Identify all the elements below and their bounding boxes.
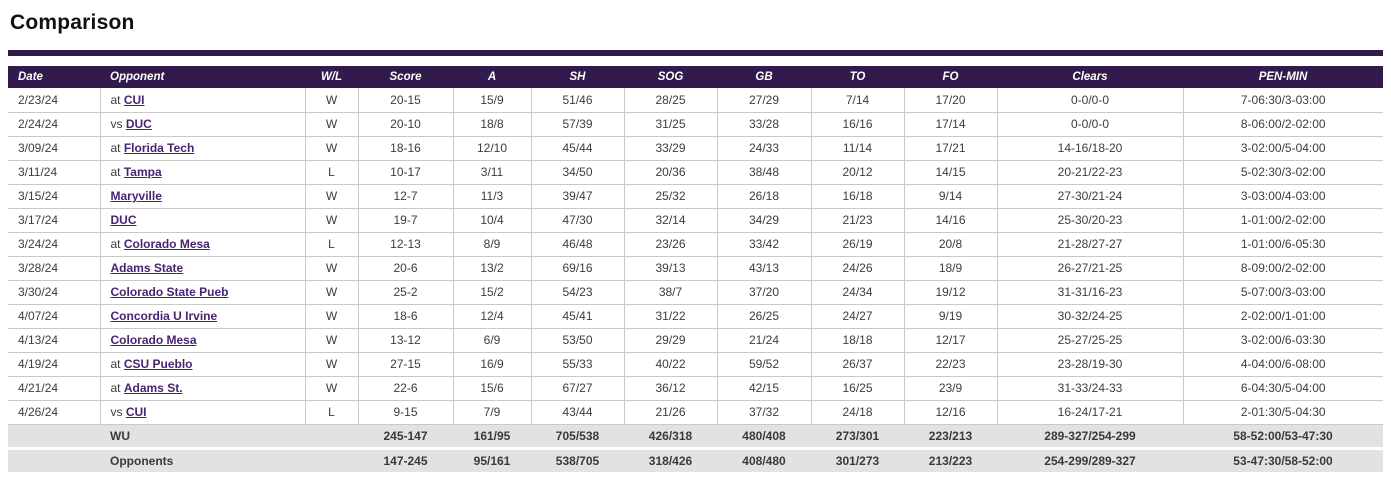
cell-pen: 3-02:00/6-03:30	[1183, 328, 1383, 352]
cell-sog: 23/26	[624, 232, 717, 256]
cell-pen: 3-02:00/5-04:00	[1183, 136, 1383, 160]
cell-score: 13-12	[358, 328, 453, 352]
cell-clears: 25-30/20-23	[997, 208, 1183, 232]
cell-score: 18-16	[358, 136, 453, 160]
cell-opponent	[100, 280, 305, 304]
table-body	[8, 88, 1383, 472]
column-header-date: Date	[8, 66, 100, 88]
cell-sog: 31/25	[624, 112, 717, 136]
cell-a: 15/2	[453, 280, 531, 304]
cell-gb: 33/42	[717, 232, 811, 256]
cell-to: 20/12	[811, 160, 904, 184]
cell-sog: 21/26	[624, 400, 717, 424]
opponent-prefix: at	[110, 165, 124, 179]
cell-fo: 9/19	[904, 304, 997, 328]
cell-to: 21/23	[811, 208, 904, 232]
cell-opponent	[100, 88, 305, 112]
cell-date: 3/24/24	[8, 232, 100, 256]
column-header-gb: GB	[717, 66, 811, 88]
cell-fo: 17/20	[904, 88, 997, 112]
cell-gb: 26/18	[717, 184, 811, 208]
cell-fo: 213/223	[904, 448, 997, 472]
cell-sh: 43/44	[531, 400, 624, 424]
cell-pen: 6-04:30/5-04:00	[1183, 376, 1383, 400]
cell-sog: 33/29	[624, 136, 717, 160]
cell-sog: 29/29	[624, 328, 717, 352]
cell-date: 3/09/24	[8, 136, 100, 160]
table-row	[8, 232, 1383, 256]
cell-wl: L	[305, 232, 358, 256]
cell-sog: 20/36	[624, 160, 717, 184]
cell-clears: 289-327/254-299	[997, 424, 1183, 448]
opponent-link[interactable]: Maryville	[110, 189, 162, 203]
cell-pen: 53-47:30/58-52:00	[1183, 448, 1383, 472]
cell-clears: 31-33/24-33	[997, 376, 1183, 400]
cell-fo: 19/12	[904, 280, 997, 304]
opponent-prefix: at	[110, 381, 124, 395]
cell-opponent	[100, 136, 305, 160]
opponent-prefix: vs	[110, 117, 126, 131]
table-row	[8, 88, 1383, 112]
table-row	[8, 256, 1383, 280]
cell-pen: 3-03:00/4-03:00	[1183, 184, 1383, 208]
cell-gb: 37/32	[717, 400, 811, 424]
cell-a: 8/9	[453, 232, 531, 256]
cell-date: 4/21/24	[8, 376, 100, 400]
cell-score: 27-15	[358, 352, 453, 376]
cell-fo: 12/16	[904, 400, 997, 424]
cell-gb: 59/52	[717, 352, 811, 376]
column-header-opponent: Opponent	[100, 66, 305, 88]
cell-gb: 480/408	[717, 424, 811, 448]
cell-wl: W	[305, 136, 358, 160]
cell-opponent	[100, 304, 305, 328]
cell-gb: 33/28	[717, 112, 811, 136]
cell-sh: 34/50	[531, 160, 624, 184]
cell-date: 4/26/24	[8, 400, 100, 424]
cell-to: 16/16	[811, 112, 904, 136]
totals-row-opponents	[8, 448, 1383, 472]
title-accent-bar	[8, 50, 1383, 56]
cell-fo: 17/21	[904, 136, 997, 160]
cell-date: 3/17/24	[8, 208, 100, 232]
cell-score: 9-15	[358, 400, 453, 424]
cell-date	[8, 424, 100, 448]
opponent-link[interactable]: CUI	[123, 92, 145, 107]
cell-clears: 27-30/21-24	[997, 184, 1183, 208]
totals-label: WU	[100, 424, 305, 448]
opponent-link[interactable]: Adams St.	[123, 381, 183, 395]
cell-sog: 426/318	[624, 424, 717, 448]
cell-a: 161/95	[453, 424, 531, 448]
cell-sog: 32/14	[624, 208, 717, 232]
cell-score: 20-15	[358, 88, 453, 112]
cell-to: 16/25	[811, 376, 904, 400]
opponent-link[interactable]: Adams State	[110, 261, 184, 275]
column-header-fo: FO	[904, 66, 997, 88]
cell-sh: 538/705	[531, 448, 624, 472]
table-row	[8, 184, 1383, 208]
cell-date: 2/24/24	[8, 112, 100, 136]
comparison-table	[8, 66, 1383, 472]
column-header-wl: W/L	[305, 66, 358, 88]
cell-a: 12/10	[453, 136, 531, 160]
cell-to: 24/26	[811, 256, 904, 280]
cell-wl: L	[305, 400, 358, 424]
cell-sh: 55/33	[531, 352, 624, 376]
cell-wl: W	[305, 256, 358, 280]
cell-fo: 20/8	[904, 232, 997, 256]
column-header-sh: SH	[531, 66, 624, 88]
cell-gb: 43/13	[717, 256, 811, 280]
cell-clears: 25-27/25-25	[997, 328, 1183, 352]
cell-sog: 25/32	[624, 184, 717, 208]
cell-a: 15/6	[453, 376, 531, 400]
cell-fo: 223/213	[904, 424, 997, 448]
cell-opponent	[100, 208, 305, 232]
opponent-link[interactable]: CSU Pueblo	[123, 357, 193, 371]
cell-gb: 34/29	[717, 208, 811, 232]
cell-a: 16/9	[453, 352, 531, 376]
cell-to: 24/18	[811, 400, 904, 424]
table-row	[8, 280, 1383, 304]
cell-score: 18-6	[358, 304, 453, 328]
totals-label: Opponents	[100, 448, 305, 472]
column-header-score: Score	[358, 66, 453, 88]
cell-to: 301/273	[811, 448, 904, 472]
cell-sh: 45/41	[531, 304, 624, 328]
cell-sog: 39/13	[624, 256, 717, 280]
opponent-link[interactable]: DUC	[110, 213, 137, 227]
cell-wl: W	[305, 280, 358, 304]
cell-fo: 23/9	[904, 376, 997, 400]
cell-date: 3/11/24	[8, 160, 100, 184]
opponent-prefix: at	[110, 237, 124, 251]
cell-date: 3/15/24	[8, 184, 100, 208]
cell-opponent	[100, 352, 305, 376]
cell-fo: 12/17	[904, 328, 997, 352]
cell-a: 7/9	[453, 400, 531, 424]
cell-wl: W	[305, 328, 358, 352]
cell-opponent	[100, 112, 305, 136]
table-row	[8, 208, 1383, 232]
opponent-prefix: at	[110, 141, 124, 155]
cell-date: 2/23/24	[8, 88, 100, 112]
cell-sog: 318/426	[624, 448, 717, 472]
cell-gb: 38/48	[717, 160, 811, 184]
cell-fo: 17/14	[904, 112, 997, 136]
cell-wl: W	[305, 88, 358, 112]
cell-sog: 28/25	[624, 88, 717, 112]
cell-fo: 9/14	[904, 184, 997, 208]
table-row	[8, 136, 1383, 160]
cell-score: 20-6	[358, 256, 453, 280]
cell-date: 4/13/24	[8, 328, 100, 352]
cell-gb: 24/33	[717, 136, 811, 160]
opponent-link[interactable]: DUC	[125, 117, 152, 131]
opponent-link[interactable]: Tampa	[123, 165, 162, 179]
opponent-prefix: vs	[110, 405, 126, 419]
cell-score: 12-7	[358, 184, 453, 208]
opponent-prefix: at	[110, 92, 124, 107]
cell-fo: 22/23	[904, 352, 997, 376]
cell-to: 18/18	[811, 328, 904, 352]
table-row	[8, 400, 1383, 424]
cell-date: 3/30/24	[8, 280, 100, 304]
cell-pen: 1-01:00/2-02:00	[1183, 208, 1383, 232]
cell-to: 26/37	[811, 352, 904, 376]
table-row	[8, 304, 1383, 328]
cell-wl	[305, 448, 358, 472]
cell-score: 20-10	[358, 112, 453, 136]
column-header-a: A	[453, 66, 531, 88]
cell-to: 11/14	[811, 136, 904, 160]
table-row	[8, 112, 1383, 136]
cell-date: 4/19/24	[8, 352, 100, 376]
cell-to: 26/19	[811, 232, 904, 256]
cell-sog: 31/22	[624, 304, 717, 328]
cell-clears: 0-0/0-0	[997, 88, 1183, 112]
cell-score: 22-6	[358, 376, 453, 400]
column-header-to: TO	[811, 66, 904, 88]
cell-gb: 37/20	[717, 280, 811, 304]
cell-pen: 2-01:30/5-04:30	[1183, 400, 1383, 424]
cell-clears: 254-299/289-327	[997, 448, 1183, 472]
cell-to: 24/27	[811, 304, 904, 328]
column-header-sog: SOG	[624, 66, 717, 88]
cell-sh: 705/538	[531, 424, 624, 448]
cell-clears: 30-32/24-25	[997, 304, 1183, 328]
cell-gb: 42/15	[717, 376, 811, 400]
cell-score: 12-13	[358, 232, 453, 256]
cell-opponent	[100, 160, 305, 184]
cell-pen: 5-02:30/3-02:00	[1183, 160, 1383, 184]
cell-gb: 26/25	[717, 304, 811, 328]
cell-sog: 36/12	[624, 376, 717, 400]
cell-pen: 4-04:00/6-08:00	[1183, 352, 1383, 376]
cell-to: 7/14	[811, 88, 904, 112]
cell-sh: 51/46	[531, 88, 624, 112]
cell-pen: 1-01:00/6-05:30	[1183, 232, 1383, 256]
cell-pen: 7-06:30/3-03:00	[1183, 88, 1383, 112]
cell-wl: W	[305, 184, 358, 208]
cell-sh: 53/50	[531, 328, 624, 352]
cell-clears: 31-31/16-23	[997, 280, 1183, 304]
opponent-link[interactable]: Florida Tech	[123, 141, 195, 155]
cell-sog: 40/22	[624, 352, 717, 376]
cell-opponent	[100, 328, 305, 352]
page-title: Comparison	[10, 11, 135, 34]
cell-sh: 45/44	[531, 136, 624, 160]
cell-a: 15/9	[453, 88, 531, 112]
cell-score: 245-147	[358, 424, 453, 448]
cell-opponent	[100, 256, 305, 280]
cell-fo: 14/16	[904, 208, 997, 232]
cell-clears: 21-28/27-27	[997, 232, 1183, 256]
cell-gb: 408/480	[717, 448, 811, 472]
opponent-link[interactable]: Concordia U Irvine	[110, 309, 218, 323]
column-header-clears: Clears	[997, 66, 1183, 88]
table-row	[8, 160, 1383, 184]
opponent-link[interactable]: Colorado Mesa	[110, 333, 197, 347]
cell-fo: 18/9	[904, 256, 997, 280]
cell-a: 12/4	[453, 304, 531, 328]
cell-score: 25-2	[358, 280, 453, 304]
cell-wl: L	[305, 160, 358, 184]
opponent-prefix: at	[110, 357, 124, 371]
cell-to: 16/18	[811, 184, 904, 208]
cell-opponent	[100, 400, 305, 424]
opponent-link[interactable]: Colorado State Pueb	[110, 285, 229, 299]
cell-a: 10/4	[453, 208, 531, 232]
table-row	[8, 376, 1383, 400]
cell-wl: W	[305, 304, 358, 328]
cell-pen: 8-06:00/2-02:00	[1183, 112, 1383, 136]
cell-pen: 2-02:00/1-01:00	[1183, 304, 1383, 328]
column-header-pen: PEN-MIN	[1183, 66, 1383, 88]
cell-opponent	[100, 376, 305, 400]
table-header-row	[8, 66, 1383, 88]
cell-sh: 46/48	[531, 232, 624, 256]
totals-row-wu	[8, 424, 1383, 448]
cell-opponent	[100, 232, 305, 256]
cell-score: 19-7	[358, 208, 453, 232]
cell-clears: 23-28/19-30	[997, 352, 1183, 376]
cell-wl	[305, 424, 358, 448]
cell-score: 147-245	[358, 448, 453, 472]
cell-wl: W	[305, 112, 358, 136]
cell-sh: 57/39	[531, 112, 624, 136]
cell-a: 18/8	[453, 112, 531, 136]
table-row	[8, 352, 1383, 376]
cell-wl: W	[305, 376, 358, 400]
cell-date: 4/07/24	[8, 304, 100, 328]
cell-sh: 39/47	[531, 184, 624, 208]
cell-to: 24/34	[811, 280, 904, 304]
cell-clears: 0-0/0-0	[997, 112, 1183, 136]
cell-sh: 69/16	[531, 256, 624, 280]
cell-wl: W	[305, 208, 358, 232]
cell-sh: 47/30	[531, 208, 624, 232]
cell-clears: 26-27/21-25	[997, 256, 1183, 280]
opponent-link[interactable]: CUI	[125, 405, 147, 419]
cell-a: 13/2	[453, 256, 531, 280]
cell-pen: 58-52:00/53-47:30	[1183, 424, 1383, 448]
cell-a: 3/11	[453, 160, 531, 184]
cell-sh: 54/23	[531, 280, 624, 304]
cell-a: 11/3	[453, 184, 531, 208]
cell-pen: 8-09:00/2-02:00	[1183, 256, 1383, 280]
cell-date	[8, 448, 100, 472]
cell-a: 95/161	[453, 448, 531, 472]
cell-score: 10-17	[358, 160, 453, 184]
cell-pen: 5-07:00/3-03:00	[1183, 280, 1383, 304]
cell-sog: 38/7	[624, 280, 717, 304]
cell-gb: 27/29	[717, 88, 811, 112]
cell-clears: 20-21/22-23	[997, 160, 1183, 184]
cell-fo: 14/15	[904, 160, 997, 184]
cell-clears: 16-24/17-21	[997, 400, 1183, 424]
cell-date: 3/28/24	[8, 256, 100, 280]
opponent-link[interactable]: Colorado Mesa	[123, 237, 210, 251]
cell-sh: 67/27	[531, 376, 624, 400]
cell-clears: 14-16/18-20	[997, 136, 1183, 160]
cell-opponent	[100, 184, 305, 208]
cell-to: 273/301	[811, 424, 904, 448]
cell-a: 6/9	[453, 328, 531, 352]
table-row	[8, 328, 1383, 352]
cell-gb: 21/24	[717, 328, 811, 352]
cell-wl: W	[305, 352, 358, 376]
